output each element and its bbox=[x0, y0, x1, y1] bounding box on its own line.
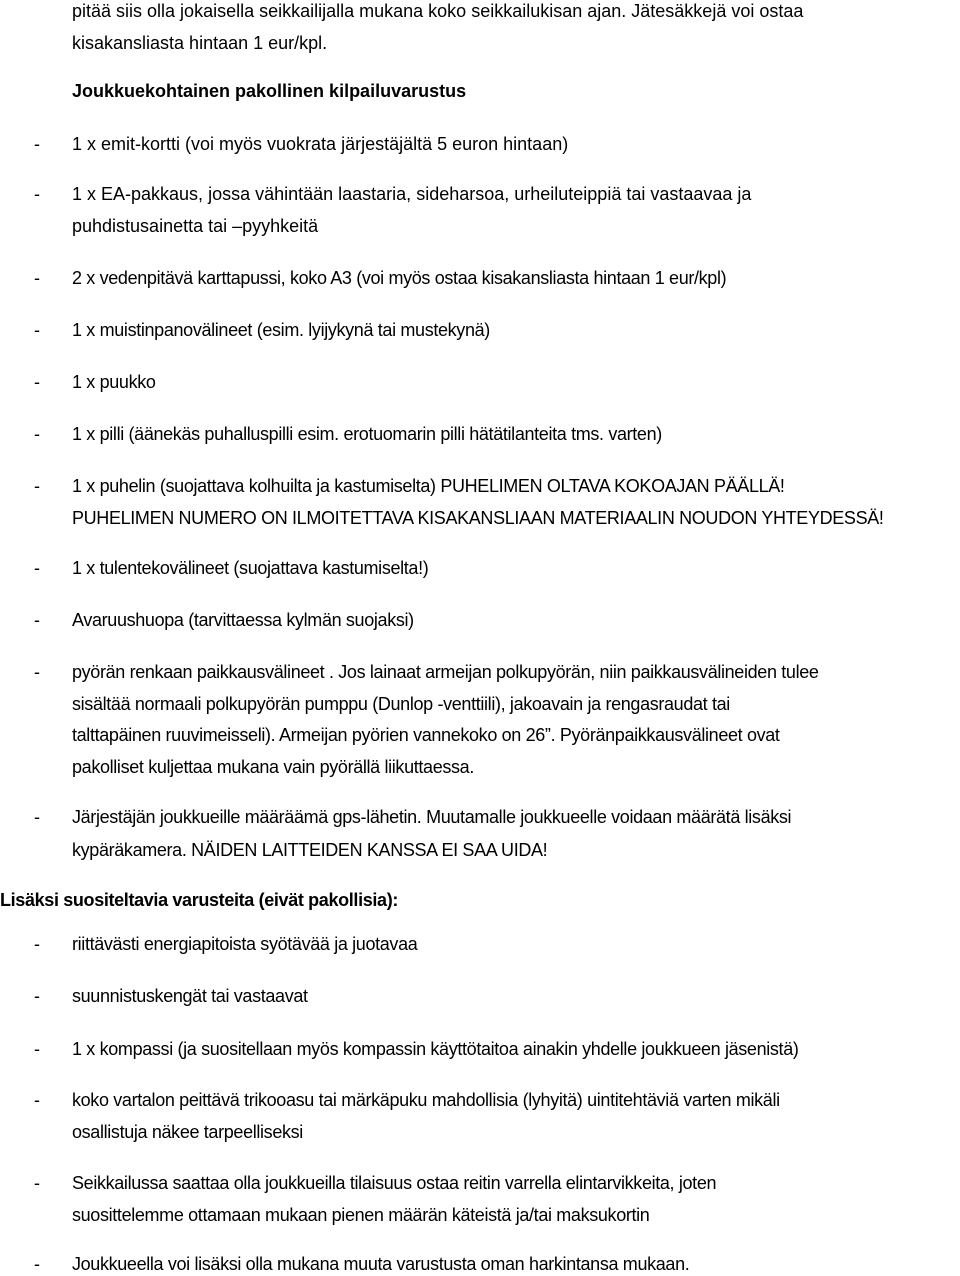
list-item-line: 1 x pilli (äänekäs puhalluspilli esim. erotuomarin pilli hätätilanteita tms. varten) bbox=[72, 424, 662, 444]
list-item-line: 1 x puhelin (suojattava kolhuilta ja kastumiselta) PUHELIMEN OLTAVA KOKOAJAN PÄÄLLÄ! bbox=[72, 476, 785, 496]
list-item-line: suosittelemme ottamaan mukaan pienen määrän käteistä ja/tai maksukortin bbox=[72, 1205, 650, 1225]
list-item-line: osallistuja näkee tarpeelliseksi bbox=[72, 1122, 303, 1142]
list-item-line: Joukkueella voi lisäksi olla mukana muuta varustusta oman harkintansa mukaan. bbox=[72, 1254, 690, 1274]
list-item-line: kypäräkamera. NÄIDEN LAITTEIDEN KANSSA EI SAA UIDA! bbox=[72, 840, 548, 860]
intro-line-2: kisakansliasta hintaan 1 eur/kpl. bbox=[72, 33, 328, 53]
list-item-line: 1 x puukko bbox=[72, 372, 156, 392]
recommended-heading: Lisäksi suositeltavia varusteita (eivät pakollisia): bbox=[0, 890, 398, 910]
list-item-line: 1 x tulentekovälineet (suojattava kastumiselta!) bbox=[72, 558, 429, 578]
list-dash: - bbox=[34, 1039, 40, 1059]
list-dash: - bbox=[34, 662, 40, 682]
list-item-line: 2 x vedenpitävä karttapussi, koko A3 (voi myös ostaa kisakansliasta hintaan 1 eur/kpl) bbox=[72, 268, 727, 288]
list-item-line: 1 x muistinpanovälineet (esim. lyijykynä tai mustekynä) bbox=[72, 320, 490, 340]
list-dash: - bbox=[34, 1254, 40, 1274]
list-dash: - bbox=[34, 372, 40, 392]
list-item-line: 1 x emit-kortti (voi myös vuokrata järjestäjältä 5 euron hintaan) bbox=[72, 134, 569, 154]
list-dash: - bbox=[34, 934, 40, 954]
list-dash: - bbox=[34, 134, 40, 154]
list-dash: - bbox=[34, 184, 40, 204]
list-item-line: talttapäinen ruuvimeisseli). Armeijan pyörien vannekoko on 26”. Pyöränpaikkausvälineet ovat bbox=[72, 725, 780, 745]
list-dash: - bbox=[34, 424, 40, 444]
list-item-line: koko vartalon peittävä trikooasu tai märkäpuku mahdollisia (lyhyitä) uintitehtäviä varten mikäli bbox=[72, 1090, 780, 1110]
list-item-line: sisältää normaali polkupyörän pumppu (Dunlop -venttiili), jakoavain ja rengasraudat tai bbox=[72, 694, 730, 714]
list-item-line: pakolliset kuljettaa mukana vain pyörällä liikuttaessa. bbox=[72, 757, 474, 777]
mandatory-heading: Joukkuekohtainen pakollinen kilpailuvarustus bbox=[72, 81, 467, 101]
intro-line-1: pitää siis olla jokaisella seikkailijalla mukana koko seikkailukisan ajan. Jätesäkkejä voi ostaa bbox=[72, 1, 804, 21]
list-item-line: Seikkailussa saattaa olla joukkueilla tilaisuus ostaa reitin varrella elintarvikkeita, joten bbox=[72, 1173, 717, 1193]
list-dash: - bbox=[34, 986, 40, 1006]
list-dash: - bbox=[34, 476, 40, 496]
list-dash: - bbox=[34, 807, 40, 827]
list-item-line: pyörän renkaan paikkausvälineet . Jos lainaat armeijan polkupyörän, niin paikkausvälineiden tulee bbox=[72, 662, 819, 682]
list-dash: - bbox=[34, 558, 40, 578]
list-item-line: 1 x EA-pakkaus, jossa vähintään laastaria, sideharsoa, urheiluteippiä tai vastaavaa ja bbox=[72, 184, 752, 204]
list-item-line: suunnistuskengät tai vastaavat bbox=[72, 986, 308, 1006]
list-dash: - bbox=[34, 1173, 40, 1193]
list-dash: - bbox=[34, 268, 40, 288]
list-item-line: PUHELIMEN NUMERO ON ILMOITETTAVA KISAKANSLIAAN MATERIAALIN NOUDON YHTEYDESSÄ! bbox=[72, 508, 884, 528]
list-item-line: puhdistusainetta tai –pyyhkeitä bbox=[72, 216, 319, 236]
list-dash: - bbox=[34, 320, 40, 340]
list-item-line: Avaruushuopa (tarvittaessa kylmän suojaksi) bbox=[72, 610, 414, 630]
list-item-line: riittävästi energiapitoista syötävää ja juotavaa bbox=[72, 934, 418, 954]
list-dash: - bbox=[34, 610, 40, 630]
list-item-line: 1 x kompassi (ja suositellaan myös kompassin käyttötaitoa ainakin yhdelle joukkueen jäsenistä) bbox=[72, 1039, 799, 1059]
list-item-line: Järjestäjän joukkueille määräämä gps-lähetin. Muutamalle joukkueelle voidaan määrätä lisäksi bbox=[72, 807, 792, 827]
list-dash: - bbox=[34, 1090, 40, 1110]
